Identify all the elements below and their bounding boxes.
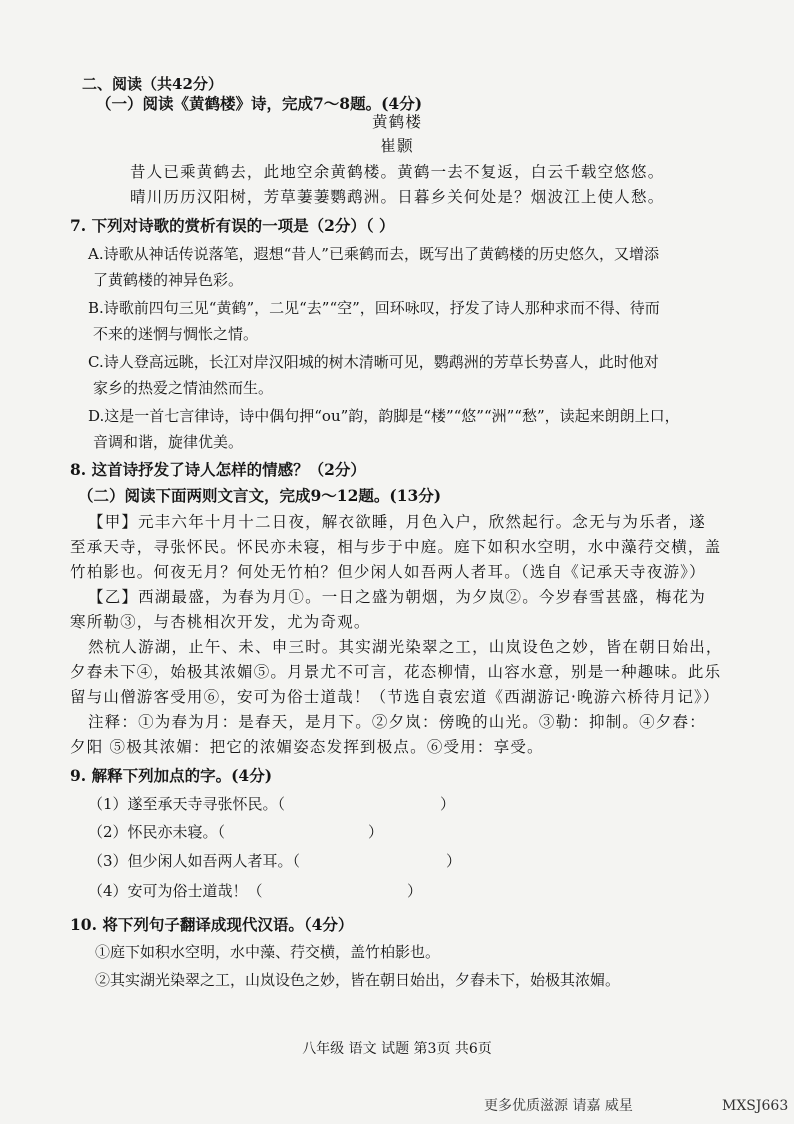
q10-sentence-1: ①庭下如积水空明，水中藻、荇交横，盖竹柏影也。 xyxy=(95,943,441,961)
q7-option-c-line1: C.诗人登高远眺，长江对岸汉阳城的树木清晰可见，鹦鹉洲的芳草长势喜人，此时他对 xyxy=(88,353,659,371)
poem-line-1: 昔人已乘黄鹤去，此地空余黄鹤楼。黄鹤一去不复返，白云千载空悠悠。 xyxy=(130,163,665,181)
q9-item-2: （2）怀民亦未寝。（ xyxy=(88,823,226,841)
notes-line2: 夕阳 ⑤极其浓媚：把它的浓媚姿态发挥到极点。⑥受用：享受。 xyxy=(70,738,544,756)
doc-code: MXSJ663 xyxy=(722,1098,789,1114)
q7-option-a-line2: 了黄鹤楼的神异色彩。 xyxy=(93,271,244,289)
poem-author: 崔颢 xyxy=(380,137,414,155)
q8-stem: 8. 这首诗抒发了诗人怎样的情感？（2分） xyxy=(70,460,366,479)
q10-stem: 10. 将下列句子翻译成现代汉语。（4分） xyxy=(70,915,354,934)
passage-jia-line2: 至承天寺，寻张怀民。怀民亦未寝，相与步于中庭。庭下如积水空明，水中藻荇交横，盖 xyxy=(70,538,722,556)
passage-yi-line4: 夕舂未下④，始极其浓媚⑤。月景尤不可言，花态柳情，山容水意，别是一种趣味。此乐 xyxy=(70,663,722,681)
passage-yi-line3: 然杭人游湖，止午、未、申三时。其实湖光染翠之工，山岚设色之妙，皆在朝日始出， xyxy=(88,638,723,656)
q9-item-1: （1）遂至承天寺寻张怀民。（ xyxy=(88,795,286,813)
q9-item-4-close: ） xyxy=(407,882,423,900)
q9-item-3: （3）但少闲人如吾两人者耳。（ xyxy=(88,852,301,870)
q7-stem: 7. 下列对诗歌的赏析有误的一项是（2分）（ ） xyxy=(70,216,395,235)
passage-jia-line1: 【甲】元丰六年十月十二日夜，解衣欲睡，月色入户，欣然起行。念无与为乐者，遂 xyxy=(88,513,706,531)
part2-title: （二）阅读下面两则文言文，完成9～12题。(13分) xyxy=(78,486,442,505)
watermark-text: 更多优质滋源 请嘉 威星 xyxy=(484,1098,633,1114)
q9-item-2-close: ） xyxy=(368,823,384,841)
passage-yi-line1: 【乙】西湖最盛，为春为月①。一日之盛为朝烟，为夕岚②。今岁春雪甚盛，梅花为 xyxy=(88,588,706,606)
poem-line-2: 晴川历历汉阳树，芳草萋萋鹦鹉洲。日暮乡关何处是？烟波江上使人愁。 xyxy=(130,188,665,206)
notes-line1: 注释：①为春为月：是春天，是月下。②夕岚：傍晚的山光。③勒：抑制。④夕舂： xyxy=(88,713,706,731)
q7-option-d-line2: 音调和谐，旋律优美。 xyxy=(93,433,244,451)
q7-option-b-line2: 不来的迷惘与惆怅之情。 xyxy=(93,325,259,343)
part1-title: （一）阅读《黄鹤楼》诗，完成7～8题。(4分) xyxy=(96,94,423,113)
q9-item-1-close: ） xyxy=(440,795,456,813)
passage-yi-line2: 寒所勒③，与杏桃相次开发，尤为奇观。 xyxy=(70,613,371,631)
section-heading: 二、阅读（共42分） xyxy=(82,75,223,93)
poem-title: 黄鹤楼 xyxy=(371,113,423,131)
q9-stem: 9. 解释下列加点的字。(4分) xyxy=(70,766,273,785)
passage-yi-line5: 留与山僧游客受用⑥，安可为俗士道哉！（节选自袁宏道《西湖游记·晚游六桥待月记》） xyxy=(70,688,720,706)
q7-option-c-line2: 家乡的热爱之情油然而生。 xyxy=(93,379,274,397)
q7-option-b-line1: B.诗歌前四句三见“黄鹤”，二见“去”“空”，回环咏叹，抒发了诗人那种求而不得、待而 xyxy=(88,299,660,317)
q9-item-4: （4）安可为俗士道哉！（ xyxy=(88,882,263,900)
q7-option-a-line1: A.诗歌从神话传说落笔，遐想“昔人”已乘鹤而去，既写出了黄鹤楼的历史悠久，又增添 xyxy=(88,245,659,263)
q10-sentence-2: ②其实湖光染翠之工，山岚设色之妙，皆在朝日始出，夕舂未下，始极其浓媚。 xyxy=(95,971,621,989)
page-footer: 八年级 语文 试题 第3页 共6页 xyxy=(302,1041,492,1057)
q7-option-d-line1: D.这是一首七言律诗，诗中偶句押“ou”韵，韵脚是“楼”“悠”“洲”“愁”，读起来朗朗上口， xyxy=(88,407,680,425)
passage-jia-line3: 竹柏影也。何夜无月？何处无竹柏？但少闲人如吾两人者耳。（选自《记承天寺夜游》） xyxy=(70,563,706,581)
q9-item-3-close: ） xyxy=(446,852,462,870)
